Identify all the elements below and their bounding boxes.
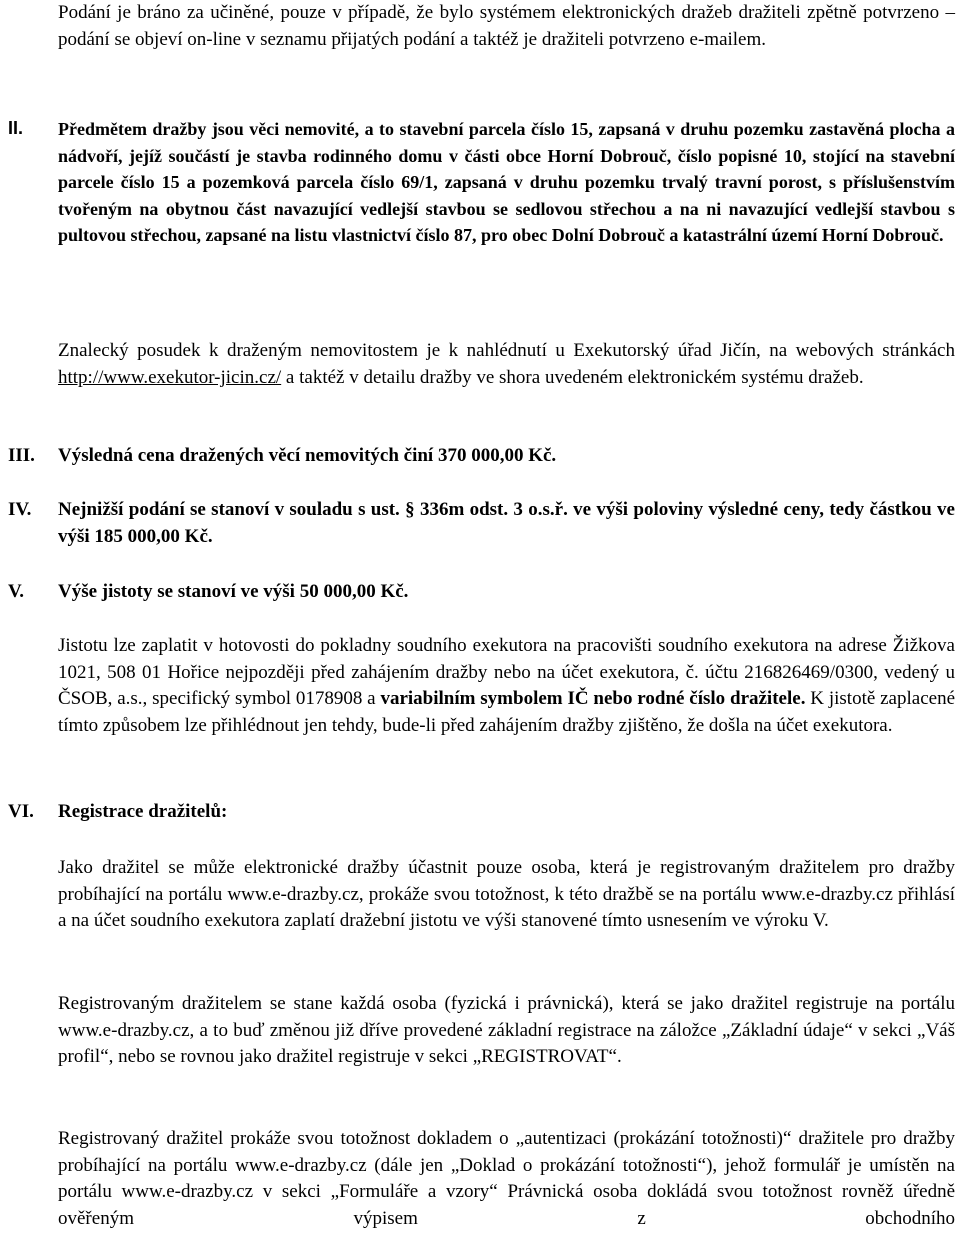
intro-paragraph: Podání je bráno za učiněné, pouze v případě, že bylo systémem elektronických dražeb dražiteli zpětně potvrzeno – podání se objeví on-line v seznamu přijatých podání a taktéž je dražiteli potvrzeno e-mailem. [58,2,955,50]
payment-text-2: K jistotě zaplacené tímto způsobem lze přihlédnout jen tehdy, bude-li před zahájením dražby zjištěno, že došla na účet exekutora. [58,688,955,737]
section-number-5: V. [8,581,25,602]
security-deposit-paragraph: Výše jistoty se stanoví ve výši 50 000,00 Kč. [58,581,409,602]
result-price-paragraph: Výsledná cena dražených věcí nemovitých činí 370 000,00 Kč. [58,445,557,466]
lowest-bid-paragraph: Nejnižší podání se stanoví v souladu s ust. § 336m odst. 3 o.s.ř. ve výši poloviny výsledné ceny, tedy částkou ve výši 185 000,00 Kč. [58,499,955,547]
exekutor-website-link[interactable]: http://www.exekutor-jicin.cz/ [58,366,282,388]
registration-paragraph-3: Registrovaný dražitel prokáže svou totožnost dokladem o „autentizaci (prokázání totožnosti)“ dražitele pro dražby probíhající na portálu www.e-drazby.cz (dále jen „Doklad o prokázání totožnosti“), jehož formulář je umístěn na portálu www.e-drazby.cz v sekci „Formuláře a vzory“ Právnická osoba dokládá svou totožnost rovněž úředně ověřeným výpisem z obchodního [58,1128,955,1230]
expert-opinion-paragraph [58,338,955,391]
registration-paragraph-1: Jako dražitel se může elektronické dražby účastnit pouze osoba, která je registrovaným dražitelem pro dražby probíhající na portálu www.e-drazby.cz, prokáže svou totožnost, k této dražbě se na portálu www.e-drazby.cz přihlásí a na účet soudního exekutora zaplatí dražební jistotu ve výši stanovené tímto usnesením ve výroku V. [58,857,955,932]
section-number-6: VI. [8,801,34,822]
section-number-2: II. [8,118,24,138]
section-number-4: IV. [8,499,32,520]
payment-text-1: Jistotu lze zaplatit v hotovosti do pokladny soudního exekutora na pracovišti soudního exekutora na adrese Žižkova 1021, 508 01 Hořice nejpozději před zahájením dražby nebo na účet exekutora, č. účtu 216826469/0300, vedený u ČSOB, a.s., specifický symbol 0178908 a [58,635,955,710]
auction-subject-paragraph: Předmětem dražby jsou věci nemovité, a to stavební parcela číslo 15, zapsaná v druhu pozemku zastavěná plocha a nádvoří, jejíž součástí je stavba rodinného domu v části obce Horní Dobrouč, číslo popisné 10, stojící na stavební parcele číslo 15 a pozemková parcela číslo 69/1, zapsaná v druhu pozemku trvalý travní porost, s příslušenstvím tvořeným na obytnou část navazující vedlejší stavbou se sedlovou střechou a na ni navazující vedlejší stavbou s pultovou střechou, zapsané na listu vlastnictví číslo 87, pro obec Dolní Dobrouč a katastrální území Horní Dobrouč. [58,119,955,245]
expert-opinion-text-1: Znalecký posudek k draženým nemovitostem je k nahlédnutí u Exekutorský úřad Jičín, na webových stránkách [58,340,955,361]
payment-paragraph [58,633,955,740]
registration-paragraph-2: Registrovaným dražitelem se stane každá osoba (fyzická i právnická), která se jako dražitel registruje na portálu www.e-drazby.cz, a to buď změnou již dříve provedené základní registrace na záložce „Základní údaje“ v sekci „Váš profil“, nebo se rovnou jako dražitel registruje v sekci „REGISTROVAT“. [58,993,955,1068]
payment-text-bold: variabilním symbolem IČ nebo rodné číslo dražitele. [380,688,806,710]
registration-heading: Registrace dražitelů: [58,801,228,822]
section-number-3: III. [8,445,35,466]
expert-opinion-text-2: a taktéž v detailu dražby ve shora uvedeném elektronickém systému dražeb. [281,366,864,388]
